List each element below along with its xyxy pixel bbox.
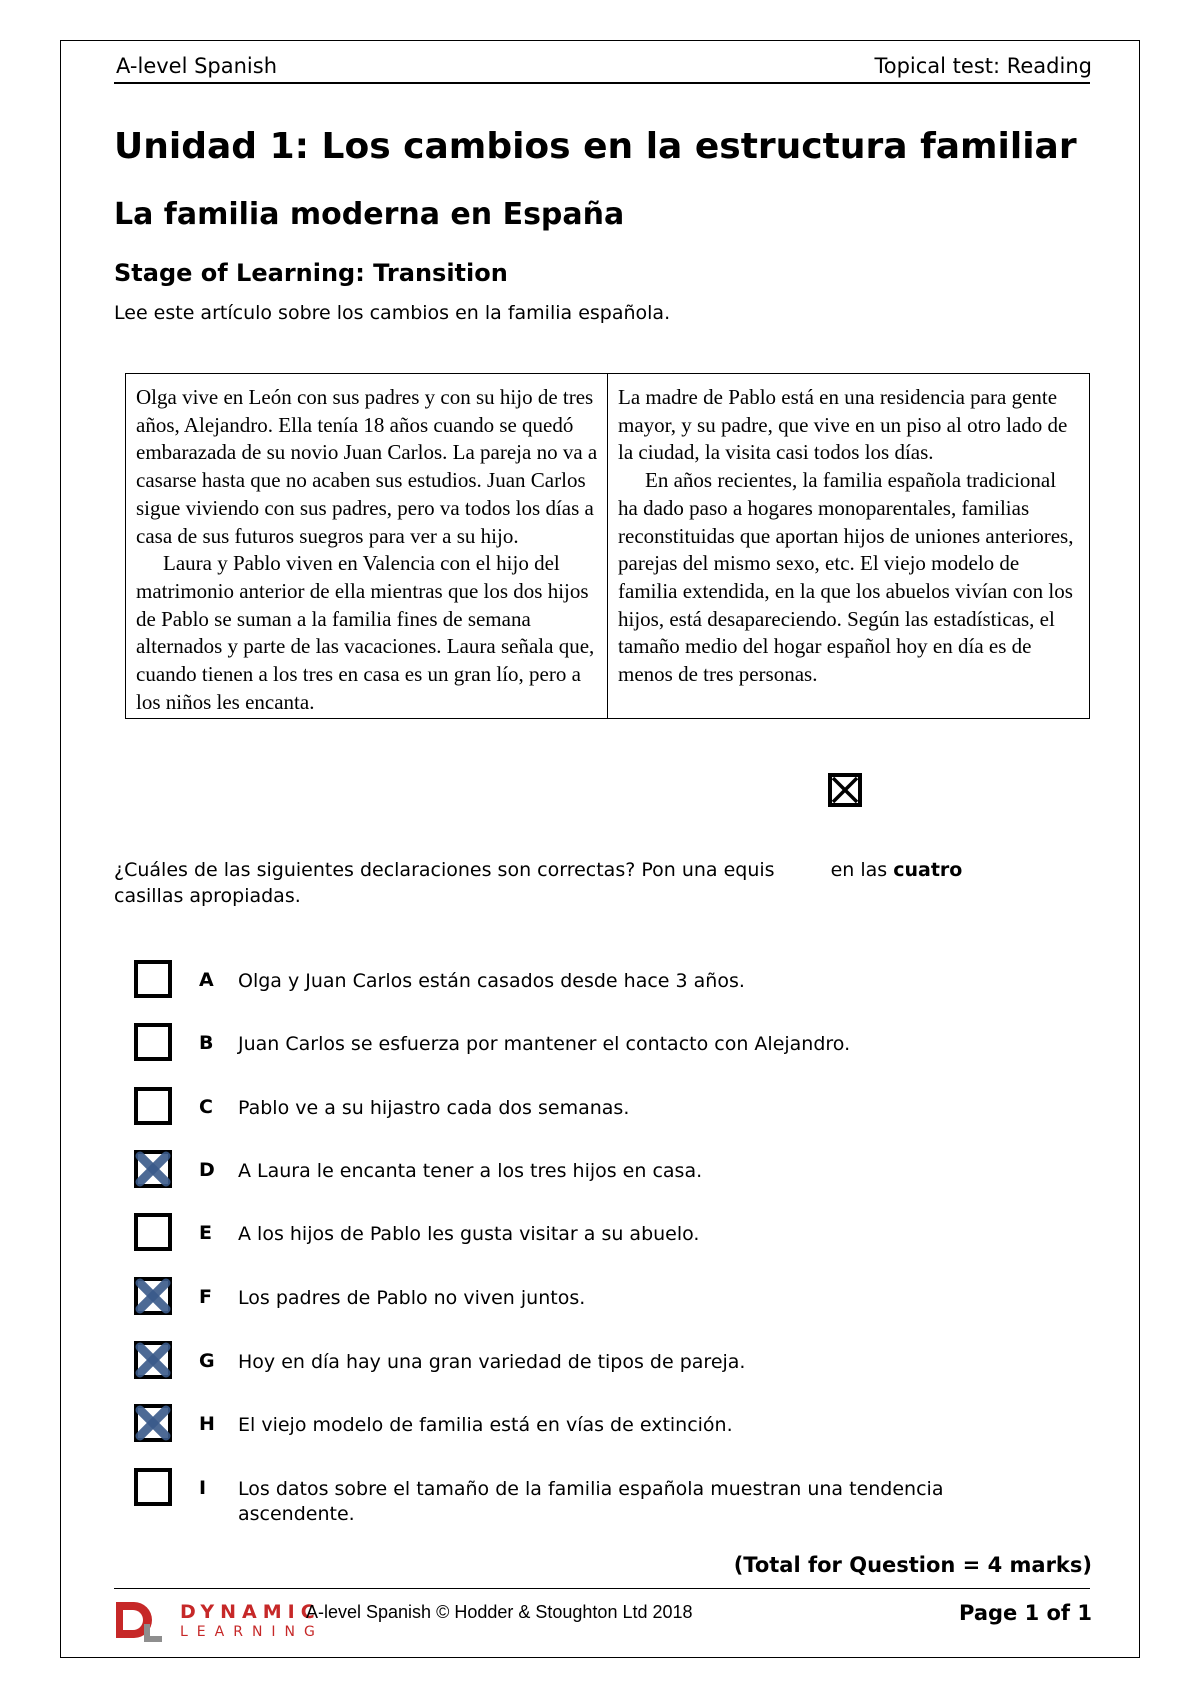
brand-subname: LEARNING	[180, 1624, 324, 1640]
option-letter: F	[199, 1286, 212, 1308]
option-checkbox[interactable]	[134, 1468, 172, 1506]
option-checkbox[interactable]	[134, 1023, 172, 1061]
option-row	[0, 960, 1200, 1000]
option-text: Los padres de Pablo no viven juntos.	[238, 1287, 586, 1309]
option-row	[0, 1404, 1200, 1444]
option-text: Pablo ve a su hijastro cada dos semanas.	[238, 1097, 630, 1119]
copyright-notice: A-level Spanish © Hodder & Stoughton Ltd 2018	[306, 1602, 693, 1622]
article-paragraph: La madre de Pablo está en una residencia para gente mayor, y su padre, que vive en un piso al otro lado de la ciudad, la visita casi todos los días.	[618, 385, 1068, 465]
option-row	[0, 1213, 1200, 1253]
article-paragraph: Olga vive en León con sus padres y con su hijo de tres años, Alejandro. Ella tenía 18 años cuando se quedó embarazada de su novio Juan Carlos. La pareja no va a casarse hasta que no acaben sus estudios. Juan Carlos sigue viviendo con sus padres, pero va todos los días a casa de sus futuros suegros para ver a su hijo.	[136, 385, 598, 548]
page-subtitle: La familia moderna en España	[114, 197, 625, 232]
article-table	[125, 373, 1090, 719]
cross-box-icon	[828, 773, 862, 807]
option-text: Juan Carlos se esfuerza por mantener el contacto con Alejandro.	[238, 1033, 851, 1055]
question-text	[114, 857, 1034, 909]
option-text: Olga y Juan Carlos están casados desde hace 3 años.	[238, 970, 745, 992]
page-number: Page 1 of 1	[959, 1601, 1092, 1625]
option-letter: E	[199, 1222, 212, 1244]
option-checkbox[interactable]	[134, 1087, 172, 1125]
question-part3: casillas apropiadas.	[114, 885, 301, 907]
option-row	[0, 1087, 1200, 1127]
option-letter: G	[199, 1350, 215, 1372]
option-row	[0, 1341, 1200, 1381]
header-test-type: Topical test: Reading	[874, 54, 1092, 78]
question-emphasis: cuatro	[893, 859, 963, 881]
check-cross-icon	[134, 1277, 172, 1315]
article-paragraph: En años recientes, la familia española tradicional ha dado paso a hogares monoparentales, familias reconstituidas que aportan hijos de uniones anteriores, parejas del mismo sexo, etc. El viejo modelo de familia extendida, en la que los abuelos vivían con los hijos, está desapareciendo. Según las estadísticas, el tamaño medio del hogar español hoy en día es de menos de tres personas.	[618, 468, 1074, 687]
question-part2: en las	[830, 859, 888, 881]
option-text: A Laura le encanta tener a los tres hijos en casa.	[238, 1160, 703, 1182]
total-marks: (Total for Question = 4 marks)	[733, 1553, 1092, 1577]
brand-name: DYNAMIC	[180, 1601, 321, 1623]
option-checkbox[interactable]	[134, 960, 172, 998]
option-text: El viejo modelo de familia está en vías de extinción.	[238, 1414, 733, 1436]
option-row	[0, 1150, 1200, 1190]
footer-rule	[114, 1588, 1090, 1589]
option-letter: A	[199, 969, 214, 991]
header-course: A-level Spanish	[116, 54, 278, 78]
question-part1: ¿Cuáles de las siguientes declaraciones son correctas? Pon una equis	[114, 859, 775, 881]
check-cross-icon	[134, 1404, 172, 1442]
option-letter: C	[199, 1096, 213, 1118]
article-column-1	[126, 374, 608, 719]
check-cross-icon	[134, 1341, 172, 1379]
option-row	[0, 1468, 1200, 1525]
option-row	[0, 1023, 1200, 1063]
option-checkbox[interactable]	[134, 1341, 172, 1379]
article-column-2	[608, 374, 1090, 719]
header-rule	[114, 82, 1090, 84]
page-title: Unidad 1: Los cambios en la estructura familiar	[114, 126, 1077, 167]
option-text: Los datos sobre el tamaño de la familia española muestran una tendencia ascendente.	[238, 1478, 944, 1525]
option-checkbox[interactable]	[134, 1404, 172, 1442]
stage-heading: Stage of Learning: Transition	[114, 259, 508, 287]
option-text: Hoy en día hay una gran variedad de tipos de pareja.	[238, 1351, 746, 1373]
check-cross-icon	[134, 1150, 172, 1188]
option-letter: B	[199, 1032, 214, 1054]
option-letter: D	[199, 1159, 215, 1181]
article-paragraph: Laura y Pablo viven en Valencia con el hijo del matrimonio anterior de ella mientras que los dos hijos de Pablo se suman a la familia fines de semana alternados y parte de las vacaciones. Laura señala que, cuando tienen a los tres en casa es un gran lío, pero a los niños les encanta.	[136, 551, 595, 714]
option-checkbox[interactable]	[134, 1277, 172, 1315]
option-row	[0, 1277, 1200, 1317]
option-checkbox[interactable]	[134, 1213, 172, 1251]
instruction-text: Lee este artículo sobre los cambios en la familia española.	[114, 302, 671, 324]
option-checkbox[interactable]	[134, 1150, 172, 1188]
option-letter: I	[199, 1477, 207, 1499]
option-text: A los hijos de Pablo les gusta visitar a su abuelo.	[238, 1223, 700, 1245]
option-letter: H	[199, 1413, 215, 1435]
dynamic-learning-logo-icon	[114, 1598, 162, 1644]
